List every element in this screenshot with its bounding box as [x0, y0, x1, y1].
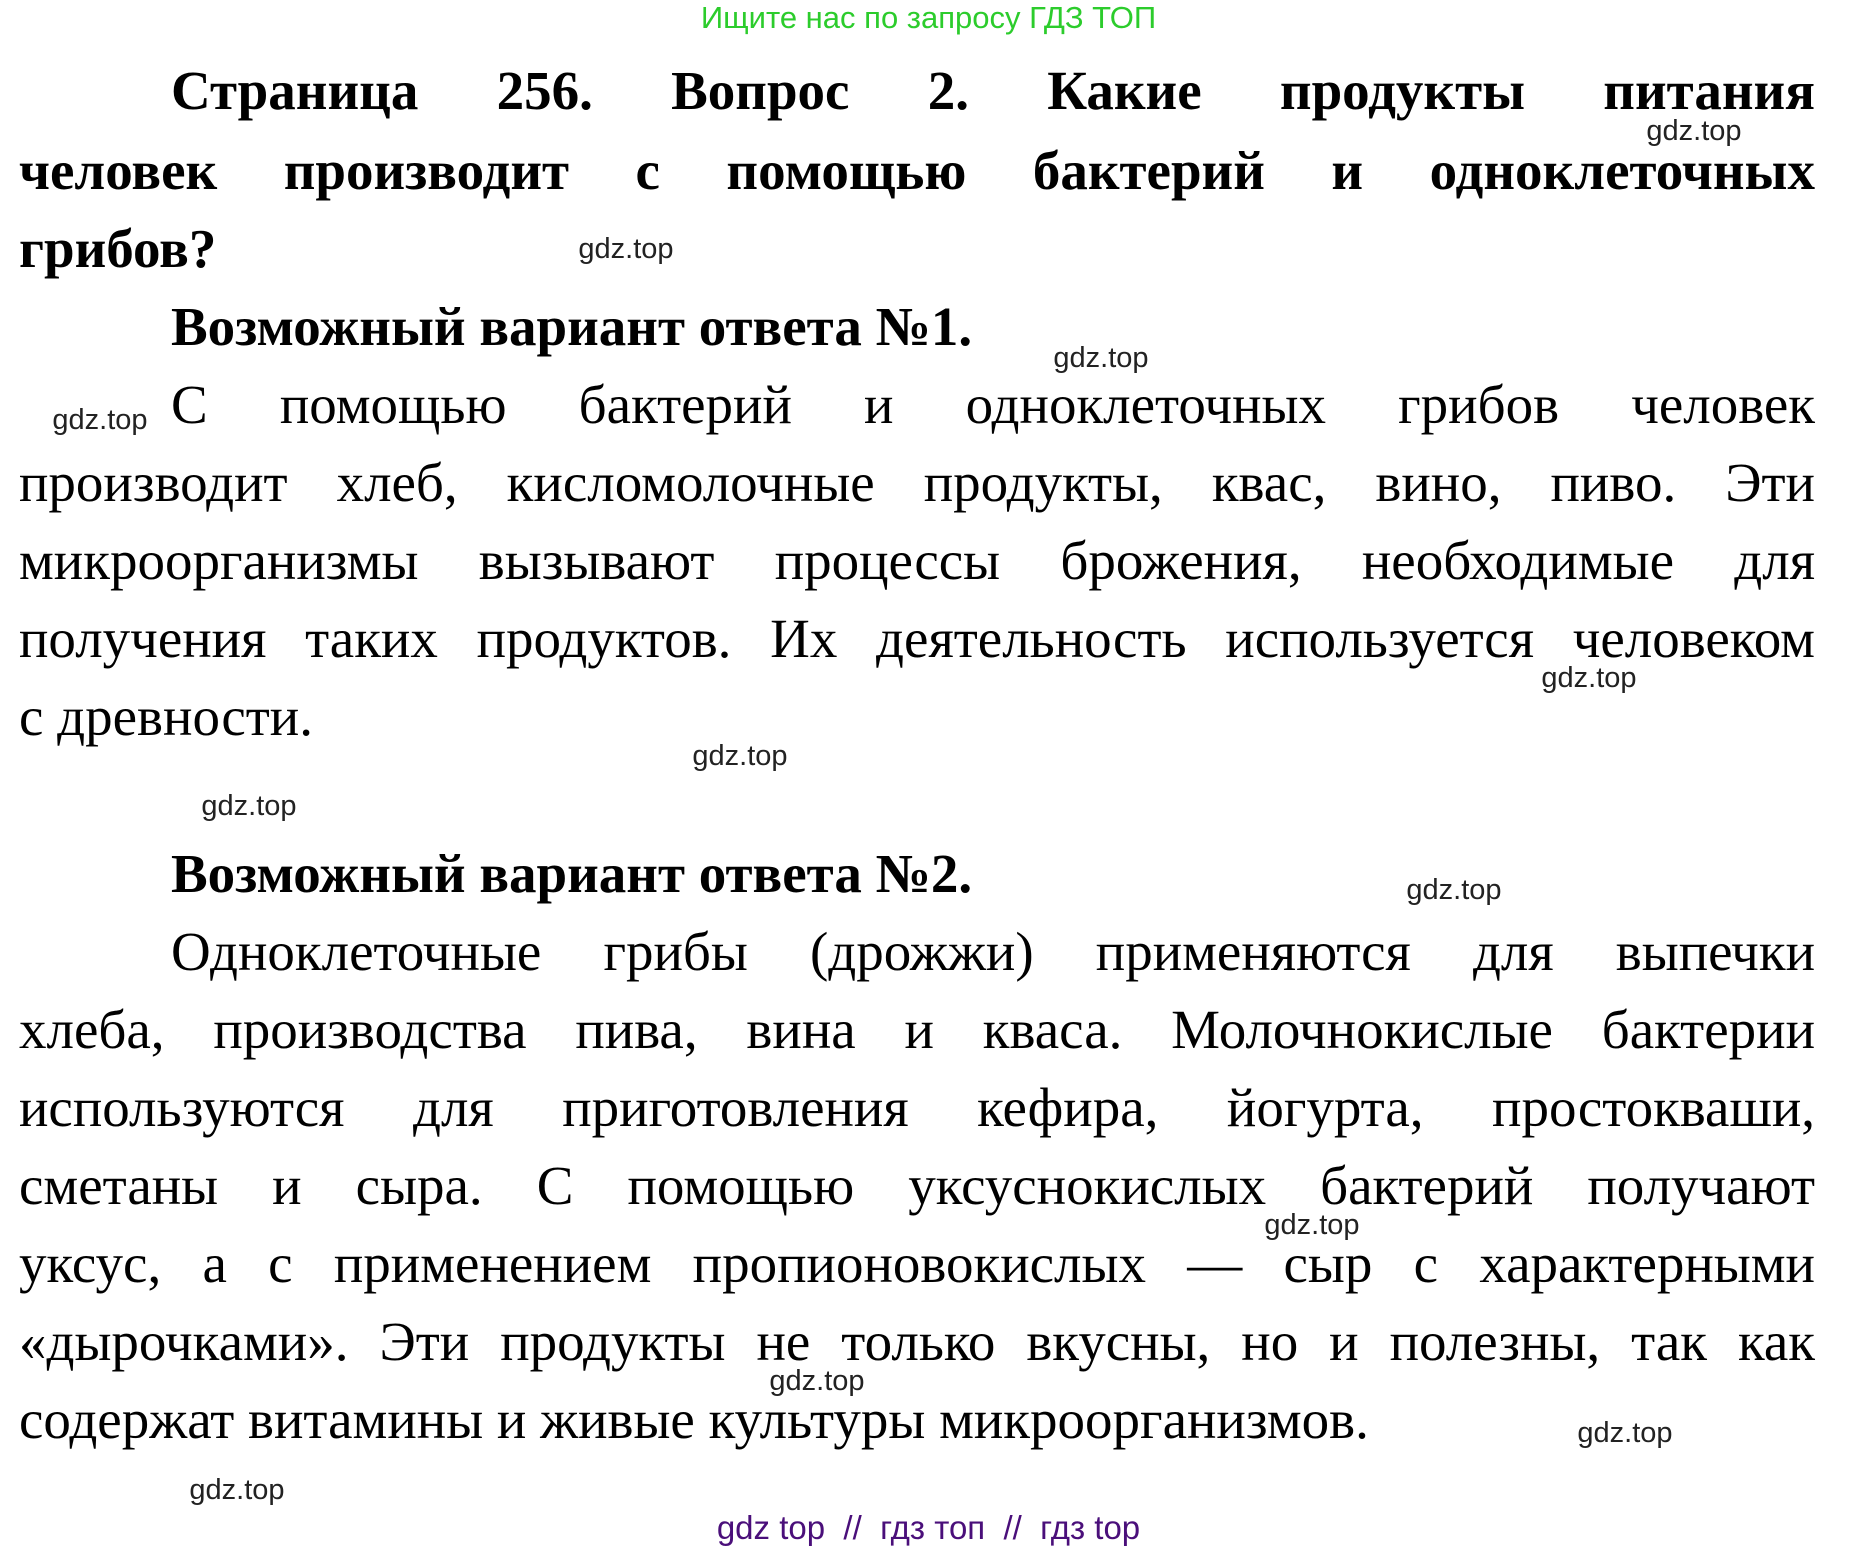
answer-1-line: с древности. [19, 686, 313, 747]
watermark: gdz.top [692, 740, 788, 772]
answer-1-line: получения таких продуктов. Их деятельность используется человеком [19, 608, 1815, 669]
watermark: gdz.top [1406, 874, 1502, 906]
watermark: gdz.top [52, 404, 148, 436]
question-line: Страница 256. Вопрос 2. Какие продукты питания [171, 60, 1815, 121]
answer-2-heading: Возможный вариант ответа №2. [171, 843, 973, 904]
watermark: gdz.top [1053, 342, 1149, 374]
watermark: gdz.top [201, 790, 297, 822]
answer-2-line: содержат витамины и живые культуры микроорганизмов. [19, 1389, 1369, 1450]
question-line: человек производит с помощью бактерий и одноклеточных [19, 140, 1815, 201]
answer-2-line: сметаны и сыра. С помощью уксуснокислых бактерий получают [19, 1155, 1815, 1216]
watermark: gdz.top [1541, 662, 1637, 694]
question-line: грибов? [19, 218, 217, 279]
watermark: gdz.top [1577, 1417, 1673, 1449]
answer-1-heading: Возможный вариант ответа №1. [171, 296, 973, 357]
footer-links: gdz top // гдз топ // гдз top [716, 1509, 1141, 1546]
watermark: gdz.top [769, 1365, 865, 1397]
answer-2-line: Одноклеточные грибы (дрожжи) применяются для выпечки [171, 921, 1815, 982]
answer-2-line: уксус, а с применением пропионовокислых — сыр с характерными [19, 1233, 1815, 1294]
watermark: gdz.top [1646, 115, 1742, 147]
watermark: gdz.top [578, 233, 674, 265]
answer-2-line: используются для приготовления кефира, йогурта, простокваши, [19, 1077, 1815, 1138]
watermark: gdz.top [189, 1474, 285, 1506]
answer-1-line: С помощью бактерий и одноклеточных грибов человек [171, 374, 1815, 435]
answer-2-line: «дырочками». Эти продукты не только вкусны, но и полезны, так как [19, 1311, 1815, 1372]
watermark: gdz.top [1264, 1209, 1360, 1241]
answer-2-line: хлеба, производства пива, вина и кваса. Молочнокислые бактерии [19, 999, 1815, 1060]
answer-1-line: микроорганизмы вызывают процессы брожения, необходимые для [19, 530, 1815, 591]
answer-1-line: производит хлеб, кисломолочные продукты, квас, вино, пиво. Эти [19, 452, 1815, 513]
search-banner: Ищите нас по запросу ГДЗ ТОП [700, 0, 1157, 35]
